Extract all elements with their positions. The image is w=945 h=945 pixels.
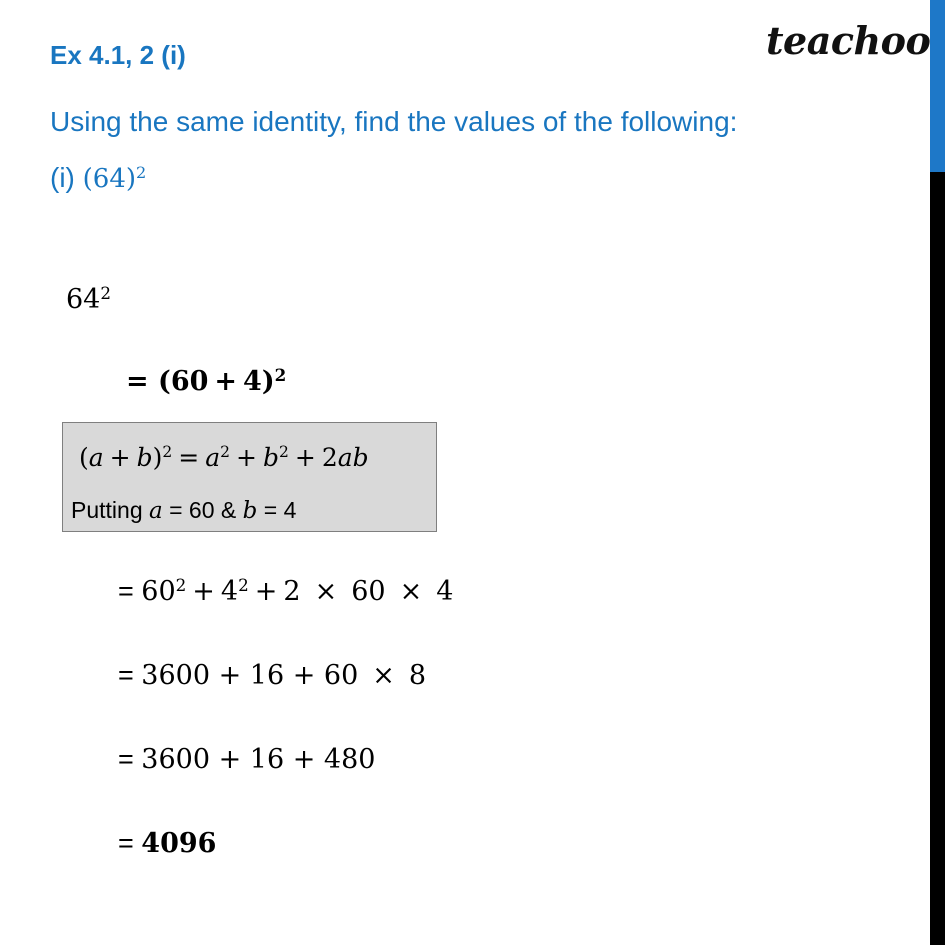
step-1-a: 60 (170, 366, 209, 397)
id-equals: = (178, 443, 200, 472)
step-5 (118, 828, 216, 859)
teachoo-logo: teachoo (766, 18, 931, 63)
step-2-t2: 4 (220, 576, 239, 607)
step-5-prefix: = (118, 828, 142, 858)
put-a: a (149, 498, 163, 524)
step-2-times1: × (314, 576, 338, 607)
putting-label: Putting (71, 497, 149, 523)
step-3-text: 3600 + 16 + 60 (141, 660, 359, 691)
slide-sidebar-accent (930, 0, 945, 172)
step-4-text: 3600 + 16 + 480 (141, 744, 376, 775)
part-expr-exp: 2 (136, 163, 147, 183)
step-2-t3: 2 (283, 576, 301, 607)
step-1 (126, 366, 286, 397)
exercise-title: Ex 4.1, 2 (i) (50, 40, 186, 70)
id-r-b: b (262, 443, 279, 472)
step-2-times2: × (399, 576, 423, 607)
identity-formula (79, 443, 369, 472)
id-plus: + (109, 443, 131, 472)
step-1-open: ( (158, 366, 171, 397)
step-1-exp: 2 (274, 364, 287, 385)
id-close: ) (152, 443, 163, 472)
step-4 (118, 744, 375, 775)
step-2-t5: 4 (436, 576, 454, 607)
id-r-ab: ab (337, 443, 369, 472)
step-3-prefix: = (118, 660, 142, 690)
id-r-plus2: + (294, 443, 316, 472)
step-4-prefix: = (118, 744, 142, 774)
step-2-t4: 60 (351, 576, 386, 607)
step-2-t1-exp: 2 (175, 574, 187, 595)
id-r-a: a (205, 443, 221, 472)
step-2-t1: 60 (141, 576, 176, 607)
step-2-prefix: = (118, 576, 142, 606)
id-r-2: 2 (321, 443, 338, 472)
id-b: b (136, 443, 153, 472)
step-3-times: × (372, 660, 395, 691)
id-r-plus1: + (236, 443, 257, 472)
expression (66, 284, 111, 315)
step-2-t2-exp: 2 (238, 574, 249, 595)
part-expression (83, 164, 147, 194)
putting-text (71, 497, 296, 524)
put-b: b (242, 498, 258, 524)
step-1-b: 4 (243, 366, 262, 397)
put-a-val: = 60 & (162, 497, 243, 523)
id-r-b-exp: 2 (278, 443, 289, 462)
question-part (50, 162, 146, 194)
id-a: a (88, 443, 104, 472)
step-1-prefix: = (126, 366, 159, 397)
step-1-close: ) (261, 366, 275, 397)
expr-base: 64 (66, 284, 101, 315)
put-b-val: = 4 (257, 497, 297, 523)
identity-box (62, 422, 437, 532)
id-open: ( (79, 443, 89, 472)
step-1-plus: + (214, 366, 238, 397)
question-text: Using the same identity, find the values of the following: (50, 106, 738, 137)
expr-exp: 2 (100, 282, 112, 303)
step-2-plus1: + (192, 576, 215, 607)
part-label: (i) (50, 162, 83, 193)
step-2 (118, 576, 453, 607)
part-expr-base: (64) (82, 164, 137, 194)
step-3 (118, 660, 426, 691)
id-r-a-exp: 2 (220, 443, 231, 462)
step-3-t: 8 (408, 660, 427, 691)
id-lhs-exp: 2 (162, 443, 173, 462)
final-answer: 4096 (141, 828, 217, 859)
step-2-plus2: + (254, 576, 278, 607)
